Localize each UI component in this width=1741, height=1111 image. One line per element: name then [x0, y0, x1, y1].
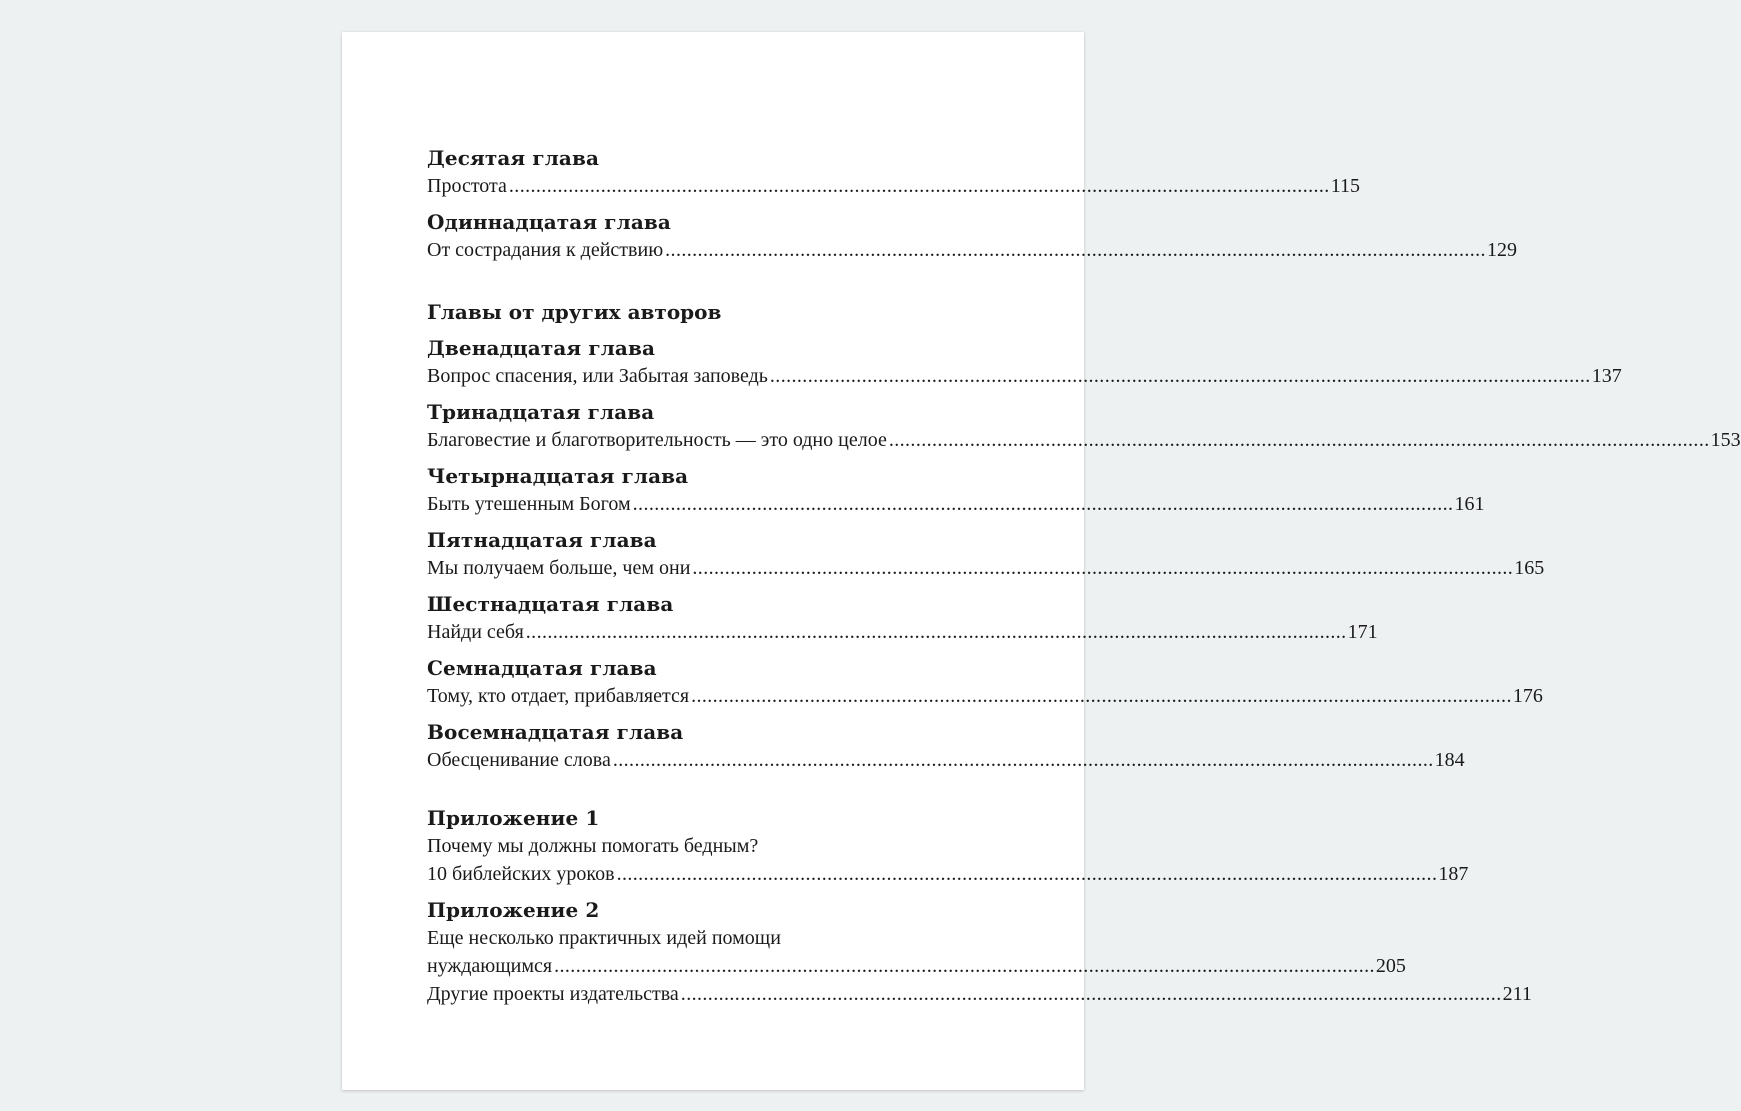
entry-title: От сострадания к действию [427, 239, 664, 261]
appendix-heading: Приложение 1 [427, 806, 600, 830]
page-number: 161 [1454, 493, 1485, 515]
toc-entry [427, 860, 1469, 888]
dot-leader: ........................................................................................................................................................ [665, 239, 1486, 261]
toc-entry [427, 490, 1485, 518]
section-heading: Главы от других авторов [427, 300, 722, 324]
entry-title: Простота [427, 175, 507, 197]
toc-entry [427, 952, 1406, 980]
dot-leader: ........................................................................................................................................................ [680, 983, 1502, 1005]
entry-title: 10 библейских уроков [427, 863, 615, 885]
dot-leader: ........................................................................................................................................................ [888, 429, 1710, 451]
page-number: 137 [1591, 365, 1622, 387]
toc-entry-line [427, 832, 1001, 860]
entry-title: Быть утешенным Богом [427, 493, 631, 515]
chapter-heading: Одиннадцатая глава [427, 210, 671, 234]
dot-leader: ........................................................................................................................................................ [616, 863, 1438, 885]
page-number: 171 [1347, 621, 1378, 643]
dot-leader: ........................................................................................................................................................ [525, 621, 1347, 643]
appendix-heading: Приложение 2 [427, 898, 600, 922]
dot-leader: ........................................................................................................................................................ [612, 749, 1434, 771]
entry-title: Благовестие и благотворительность — это одно целое [427, 429, 887, 451]
toc-entry [427, 618, 1378, 646]
chapter-heading: Десятая глава [427, 146, 600, 170]
entry-title: Найди себя [427, 621, 524, 643]
dot-leader: ........................................................................................................................................................ [632, 493, 1454, 515]
page-number: 115 [1330, 175, 1360, 197]
toc-entry [427, 554, 1545, 582]
chapter-heading: Шестнадцатая глава [427, 592, 674, 616]
entry-title: Тому, кто отдает, прибавляется [427, 685, 690, 707]
toc-entry-line [427, 924, 1005, 952]
page-number: 165 [1514, 557, 1545, 579]
toc-entry [427, 172, 1360, 200]
chapter-heading: Семнадцатая глава [427, 656, 657, 680]
toc-entry [427, 746, 1465, 774]
entry-title: Вопрос спасения, или Забытая заповедь [427, 365, 768, 387]
chapter-heading: Двенадцатая глава [427, 336, 656, 360]
entry-title: Обесценивание слова [427, 749, 611, 771]
page-number: 176 [1512, 685, 1543, 707]
toc-entry [427, 980, 1532, 1008]
page-number: 187 [1438, 863, 1469, 885]
dot-leader: ........................................................................................................................................................ [769, 365, 1591, 387]
page-number: 129 [1486, 239, 1517, 261]
document-page [342, 32, 1741, 1090]
entry-title: Почему мы должны помогать бедным? [427, 835, 759, 857]
toc-entry [427, 426, 1741, 454]
dot-leader: ........................................................................................................................................................ [508, 175, 1330, 197]
entry-title: Еще несколько практичных идей помощи [427, 927, 781, 949]
entry-title: Мы получаем больше, чем они [427, 557, 691, 579]
dot-leader: ........................................................................................................................................................ [692, 557, 1514, 579]
chapter-heading: Тринадцатая глава [427, 400, 655, 424]
page-number: 184 [1434, 749, 1465, 771]
chapter-heading: Четырнадцатая глава [427, 464, 689, 488]
chapter-heading: Пятнадцатая глава [427, 528, 657, 552]
page-number: 205 [1375, 955, 1406, 977]
toc-entry [427, 362, 1622, 390]
page-number: 211 [1502, 983, 1532, 1005]
toc-entry [427, 682, 1543, 710]
entry-title: нуждающимся [427, 955, 553, 977]
dot-leader: ........................................................................................................................................................ [554, 955, 1375, 977]
toc-entry [427, 236, 1517, 264]
entry-title: Другие проекты издательства [427, 983, 679, 1005]
chapter-heading: Восемнадцатая глава [427, 720, 684, 744]
page-number: 153 [1710, 429, 1741, 451]
dot-leader: ........................................................................................................................................................ [691, 685, 1512, 707]
